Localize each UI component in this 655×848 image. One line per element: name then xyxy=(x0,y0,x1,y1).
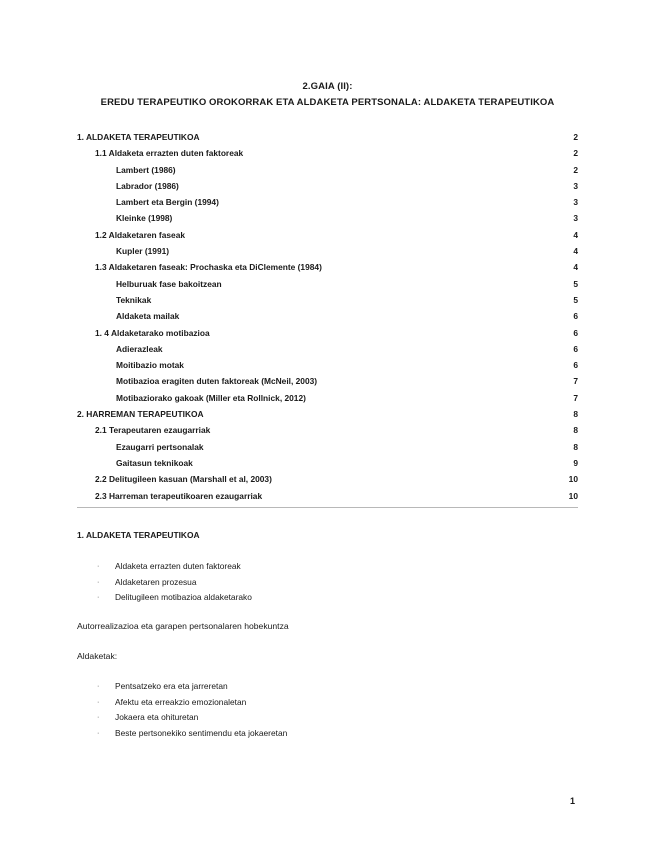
toc-entry-page: 6 xyxy=(573,327,578,338)
label-aldaketak: Aldaketak: xyxy=(77,651,118,661)
paragraph-autorrealizazioa: Autorrealizazioa eta garapen pertsonalaren hobekuntza xyxy=(77,621,289,631)
document-title-line1: 2.GAIA (II): xyxy=(302,81,353,92)
list-item xyxy=(97,695,287,711)
toc-entry[interactable] xyxy=(77,227,578,243)
toc-entry[interactable] xyxy=(77,276,578,292)
bullet-icon: · xyxy=(97,714,100,721)
toc-entry-page: 5 xyxy=(573,278,578,289)
toc-entry-label: 1. 4 Aldaketarako motibazioa xyxy=(95,327,210,338)
bullet-icon: · xyxy=(97,729,100,737)
toc-entry-label: Kleinke (1998) xyxy=(116,213,173,224)
list-item-text: Afektu eta erreakzio emozionaletan xyxy=(115,696,247,707)
toc-entry-label: Ezaugarri pertsonalak xyxy=(116,441,204,452)
list-item-text: Jokaera eta ohituretan xyxy=(115,712,199,722)
bullet-list-factors xyxy=(97,559,252,606)
toc-entry-page: 2 xyxy=(573,164,578,175)
section-heading: 1. ALDAKETA TERAPEUTIKOA xyxy=(77,530,200,540)
toc-entry-page: 6 xyxy=(573,343,578,354)
list-item xyxy=(97,726,287,742)
toc-entry-label: 1.1 Aldaketa errazten duten faktoreak xyxy=(95,148,244,159)
toc-entry[interactable] xyxy=(77,194,578,210)
bullet-icon: · xyxy=(97,594,100,601)
toc-entry-label: Aldaketa mailak xyxy=(116,311,180,322)
toc-entry-label: Labrador (1986) xyxy=(116,180,179,191)
toc-entry[interactable] xyxy=(77,162,578,178)
toc-entry-page: 6 xyxy=(573,360,578,371)
toc-entry[interactable] xyxy=(77,308,578,324)
toc-entry-label: Lambert (1986) xyxy=(116,164,176,175)
toc-entry[interactable] xyxy=(77,341,578,357)
toc-entry-page: 5 xyxy=(573,294,578,305)
toc-entry[interactable] xyxy=(77,439,578,455)
list-item xyxy=(97,575,252,591)
table-of-contents xyxy=(77,129,578,504)
toc-entry-page: 4 xyxy=(573,246,578,257)
document-title-line2: EREDU TERAPEUTIKO OROKORRAK ETA ALDAKETA PERTSONALA: ALDAKETA TERAPEUTIKOA xyxy=(100,97,555,108)
bullet-icon: · xyxy=(97,698,100,706)
toc-entry[interactable] xyxy=(77,357,578,373)
toc-entry-page: 2 xyxy=(573,148,578,159)
toc-entry-page: 3 xyxy=(573,213,578,224)
toc-entry-label: Kupler (1991) xyxy=(116,246,170,257)
toc-entry-label: Adierazleak xyxy=(116,343,163,354)
toc-entry-page: 3 xyxy=(573,180,578,191)
list-item-text: Delitugileen motibazioa aldaketarako xyxy=(115,592,252,602)
toc-entry-label: 2.1 Terapeutaren ezaugarriak xyxy=(95,425,211,436)
toc-entry[interactable] xyxy=(77,259,578,275)
toc-entry-page: 8 xyxy=(573,409,578,420)
toc-entry[interactable] xyxy=(77,292,578,308)
toc-entry[interactable] xyxy=(77,422,578,438)
toc-entry-page: 7 xyxy=(573,376,578,387)
toc-entry[interactable] xyxy=(77,488,578,504)
bullet-icon: · xyxy=(97,563,100,570)
toc-entry-page: 4 xyxy=(573,229,578,240)
toc-entry[interactable] xyxy=(77,145,578,161)
list-item-text: Pentsatzeko era eta jarreretan xyxy=(115,681,228,691)
toc-entry-label: Motibazioa eragiten duten faktoreak (McNeil, 2003) xyxy=(116,376,318,387)
toc-divider xyxy=(77,507,578,508)
list-item-text: Aldaketa errazten duten faktoreak xyxy=(115,561,241,571)
toc-entry-page: 10 xyxy=(568,490,578,501)
toc-entry-label: Teknikak xyxy=(116,294,152,305)
toc-entry-label: Gaitasun teknikoak xyxy=(116,457,193,468)
toc-entry-label: 2.3 Harreman terapeutikoaren ezaugarriak xyxy=(95,490,263,501)
bullet-icon: · xyxy=(97,578,100,586)
list-item-text: Aldaketaren prozesua xyxy=(115,576,197,587)
toc-entry-page: 8 xyxy=(573,425,578,436)
toc-entry[interactable] xyxy=(77,390,578,406)
toc-entry[interactable] xyxy=(77,325,578,341)
toc-entry-label: 2.2 Delitugileen kasuan (Marshall et al, 2003) xyxy=(95,474,272,485)
list-item xyxy=(97,559,252,575)
toc-entry[interactable] xyxy=(77,471,578,487)
toc-entry-page: 7 xyxy=(573,392,578,403)
toc-entry[interactable] xyxy=(77,455,578,471)
toc-entry-label: 1. ALDAKETA TERAPEUTIKOA xyxy=(77,132,200,142)
toc-entry-page: 9 xyxy=(573,457,578,468)
toc-entry[interactable] xyxy=(77,373,578,389)
toc-entry-label: 2. HARREMAN TERAPEUTIKOA xyxy=(77,409,204,420)
list-item-text: Beste pertsonekiko sentimendu eta jokaeretan xyxy=(115,727,288,738)
toc-entry-label: Motibaziorako gakoak (Miller eta Rollnick, 2012) xyxy=(116,392,306,403)
toc-entry-label: Lambert eta Bergin (1994) xyxy=(116,197,219,208)
bullet-list-changes xyxy=(97,679,287,741)
toc-entry-label: Helburuak fase bakoitzean xyxy=(116,278,222,289)
toc-entry[interactable] xyxy=(77,243,578,259)
toc-entry-label: 1.3 Aldaketaren faseak: Prochaska eta DiClemente (1984) xyxy=(95,262,322,273)
toc-entry-page: 8 xyxy=(573,441,578,452)
list-item xyxy=(97,590,252,606)
toc-entry-page: 10 xyxy=(568,474,578,485)
toc-entry[interactable] xyxy=(77,406,578,422)
toc-entry[interactable] xyxy=(77,210,578,226)
toc-entry-page: 2 xyxy=(573,132,578,142)
toc-entry[interactable] xyxy=(77,129,578,145)
toc-entry-page: 3 xyxy=(573,197,578,208)
list-item xyxy=(97,710,287,726)
toc-entry-label: Moitibazio motak xyxy=(116,360,184,371)
toc-entry-page: 6 xyxy=(573,311,578,322)
bullet-icon: · xyxy=(97,683,100,690)
toc-entry-page: 4 xyxy=(573,262,578,273)
page-number: 1 xyxy=(570,796,576,806)
toc-entry-label: 1.2 Aldaketaren faseak xyxy=(95,229,186,240)
toc-entry[interactable] xyxy=(77,178,578,194)
list-item xyxy=(97,679,287,695)
